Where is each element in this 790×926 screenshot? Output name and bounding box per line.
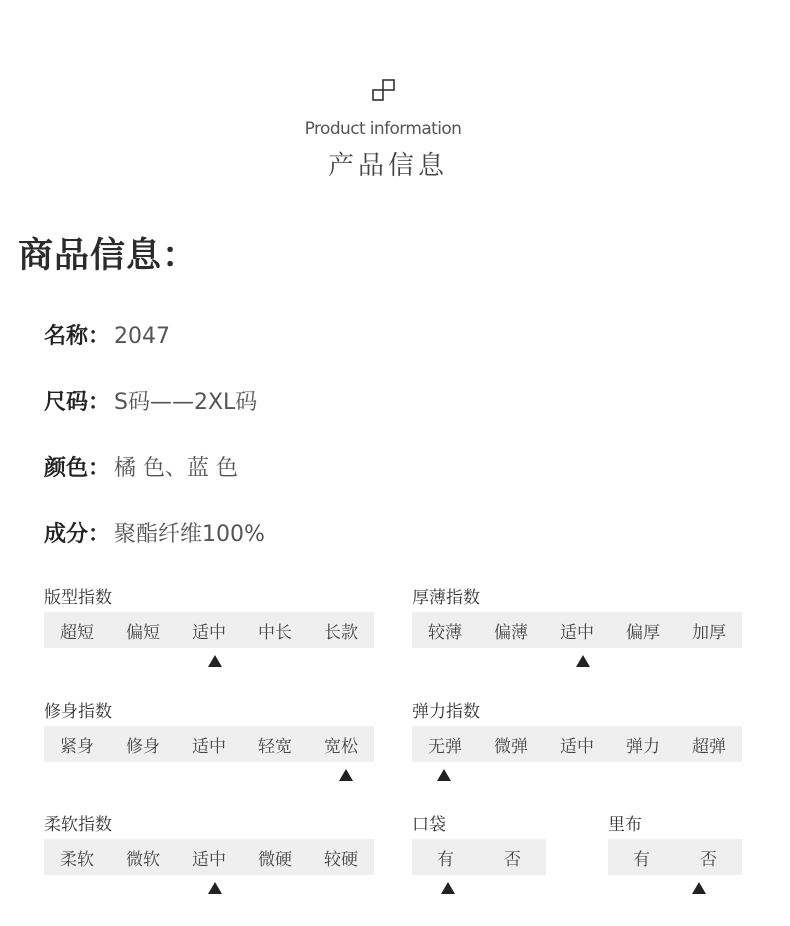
info-label: 尺码：: [44, 390, 111, 415]
header-title-cn: 产品信息: [327, 151, 448, 181]
thickness-scale-label: 厚薄指数: [412, 588, 480, 608]
scale-option: 否: [504, 849, 521, 870]
scale-option: 修身: [126, 736, 160, 757]
section-title: 商品信息：: [18, 236, 199, 276]
softness-selected-marker: [208, 882, 222, 894]
pocket-scale-bar: [412, 839, 546, 875]
info-label: 颜色：: [44, 456, 111, 481]
scale-option: 超短: [60, 622, 94, 643]
length-scale-bar: [44, 612, 374, 648]
info-value: 聚酯纤维100%: [114, 522, 265, 547]
scale-option: 柔软: [60, 849, 94, 870]
lining-scale-label: 里布: [608, 815, 642, 835]
header-title-en: Product information: [304, 119, 462, 139]
scale-option: 较硬: [324, 849, 358, 870]
fit-scale-label: 修身指数: [44, 702, 112, 722]
scale-option: 偏短: [126, 622, 160, 643]
scale-option: 轻宽: [258, 736, 292, 757]
scale-option: 超弹: [692, 736, 726, 757]
scale-option: 微弹: [494, 736, 528, 757]
scale-option: 偏薄: [494, 622, 528, 643]
info-label: 成分：: [44, 522, 111, 547]
squares-icon: [372, 78, 396, 104]
scale-option: 紧身: [60, 736, 94, 757]
scale-option: 有: [437, 849, 454, 870]
scale-option: 适中: [192, 622, 226, 643]
info-color: [44, 451, 238, 482]
scale-option: 中长: [258, 622, 292, 643]
scale-option: 长款: [324, 622, 358, 643]
scale-option: 适中: [192, 736, 226, 757]
scale-option: 微软: [126, 849, 160, 870]
scale-option: 适中: [192, 849, 226, 870]
thickness-selected-marker: [576, 655, 590, 667]
scale-option: 偏厚: [626, 622, 660, 643]
scale-option: 加厚: [692, 622, 726, 643]
fit-selected-marker: [339, 769, 353, 781]
thickness-scale-bar: [412, 612, 742, 648]
info-name: [44, 319, 170, 350]
lining-scale-bar: [608, 839, 742, 875]
pocket-scale-label: 口袋: [412, 815, 446, 835]
elasticity-scale-bar: [412, 726, 742, 762]
scale-option: 否: [700, 849, 717, 870]
info-label: 名称：: [44, 324, 111, 349]
scale-option: 适中: [560, 736, 594, 757]
elasticity-scale-label: 弹力指数: [412, 702, 480, 722]
softness-scale-bar: [44, 839, 374, 875]
info-value: 橘 色、蓝 色: [114, 456, 239, 481]
scale-option: 有: [633, 849, 650, 870]
info-size: [44, 385, 257, 416]
elasticity-selected-marker: [437, 769, 451, 781]
fit-scale-bar: [44, 726, 374, 762]
scale-option: 微硬: [258, 849, 292, 870]
length-scale-label: 版型指数: [44, 588, 112, 608]
scale-option: 无弹: [428, 736, 462, 757]
pocket-selected-marker: [441, 882, 455, 894]
softness-scale-label: 柔软指数: [44, 815, 112, 835]
length-selected-marker: [208, 655, 222, 667]
scale-option: 较薄: [428, 622, 462, 643]
info-value: S码——2XL码: [114, 390, 258, 415]
scale-option: 弹力: [626, 736, 660, 757]
scale-option: 宽松: [324, 736, 358, 757]
info-material: [44, 517, 265, 548]
info-value: 2047: [114, 324, 171, 349]
lining-selected-marker: [692, 882, 706, 894]
scale-option: 适中: [560, 622, 594, 643]
